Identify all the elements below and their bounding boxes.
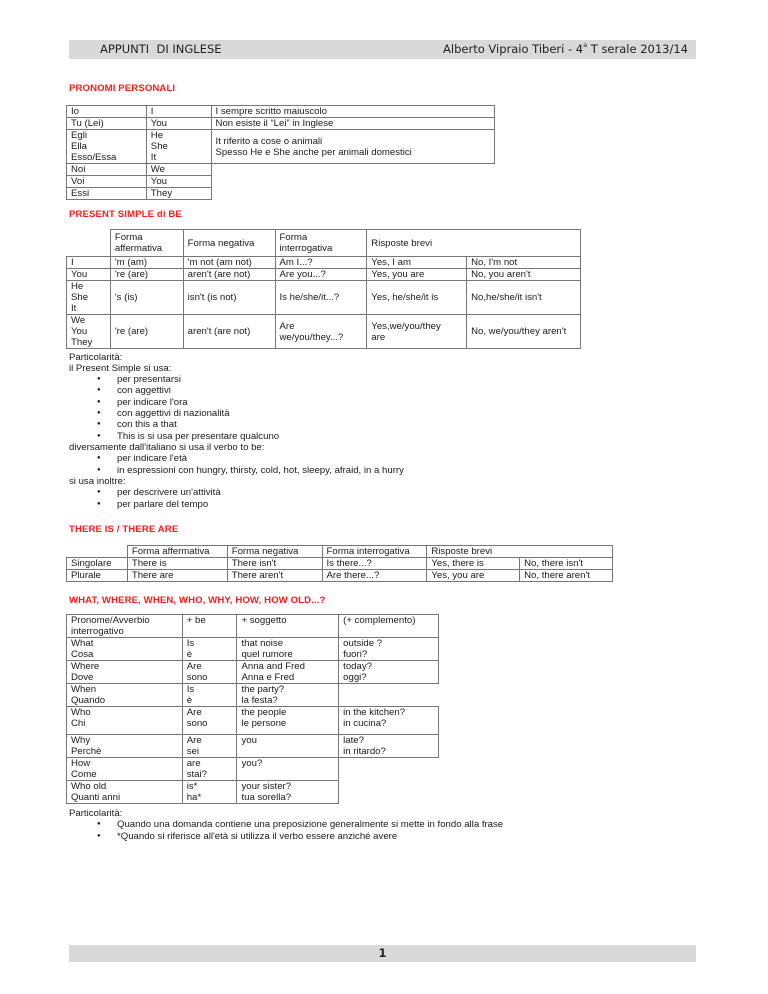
- cell: Is he/she/it...?: [275, 281, 367, 315]
- cell: Tu (Lei): [67, 118, 147, 130]
- page-number: 1: [378, 946, 387, 960]
- cell: There isn't: [227, 558, 322, 570]
- header-cell: [520, 546, 613, 558]
- bullet-icon: ●: [97, 833, 101, 839]
- header-cell: Pronome/Avverbio interrogativo: [67, 615, 183, 638]
- table-row: [67, 558, 613, 570]
- cell: your sister? tua sorella?: [237, 781, 339, 804]
- bullet-icon: ●: [97, 421, 101, 427]
- cell: There aren't: [227, 570, 322, 582]
- cell: you: [237, 735, 339, 758]
- list-item: per indicare l'età: [117, 453, 188, 464]
- cell: aren't (are not): [183, 269, 275, 281]
- empty-cell: [339, 684, 439, 707]
- cell: Essi: [67, 188, 147, 200]
- cell: Noi: [67, 164, 147, 176]
- empty-cell: [339, 781, 439, 804]
- table-row: [67, 130, 495, 164]
- notes-title: Particolarità:: [69, 352, 123, 363]
- notes-intro-3: si usa inoltre:: [69, 476, 126, 487]
- cell: We You They: [67, 315, 111, 349]
- header-cell: [67, 546, 128, 558]
- bullet-icon: ●: [97, 387, 101, 393]
- bullet-icon: ●: [97, 399, 101, 405]
- table-row: [67, 684, 439, 707]
- cell: Who Chi: [67, 707, 183, 735]
- cell: Is è: [182, 638, 237, 661]
- there-is-table: [66, 545, 613, 582]
- table-row: [67, 758, 439, 781]
- cell: outside ? fuori?: [339, 638, 439, 661]
- cell: No, I'm not: [467, 257, 581, 269]
- cell: are stai?: [182, 758, 237, 781]
- table-header-row: [67, 546, 613, 558]
- bullet-icon: ●: [97, 376, 101, 382]
- bullet-icon: ●: [97, 455, 101, 461]
- header-class: T serale 2013/14: [587, 42, 688, 56]
- cell: Plurale: [67, 570, 128, 582]
- cell: late? in ritardo?: [339, 735, 439, 758]
- cell: It riferito a cose o animali Spesso He e She anche per animali domestici: [211, 130, 494, 164]
- header-cell: Risposte brevi: [367, 230, 467, 257]
- cell: I: [146, 106, 211, 118]
- cell: Yes, you are: [427, 570, 520, 582]
- table-header-row: [67, 615, 439, 638]
- list-item: con this a that: [117, 419, 177, 430]
- header-cell: + be: [182, 615, 237, 638]
- cell: 'm (am): [110, 257, 183, 269]
- bullet-icon: ●: [97, 410, 101, 416]
- header-cell: Forma affermativa: [127, 546, 227, 558]
- bullet-icon: ●: [97, 821, 101, 827]
- cell: Yes, there is: [427, 558, 520, 570]
- table-header-row: [67, 230, 581, 257]
- cell: Are you...?: [275, 269, 367, 281]
- cell: Non esiste il “Lei” in Inglese: [211, 118, 494, 130]
- header-cell: Forma affermativa: [110, 230, 183, 257]
- cell: you?: [237, 758, 339, 781]
- notes-intro: il Present Simple si usa:: [69, 363, 172, 374]
- table-row: [67, 106, 495, 118]
- cell: today? oggi?: [339, 661, 439, 684]
- table-row: [67, 315, 581, 349]
- cell: Is è: [182, 684, 237, 707]
- header-cell: Forma negativa: [227, 546, 322, 558]
- cell: What Cosa: [67, 638, 183, 661]
- table-row: [67, 781, 439, 804]
- cell: I: [67, 257, 111, 269]
- header-cell: Risposte brevi: [427, 546, 520, 558]
- bullet-icon: ●: [97, 467, 101, 473]
- cell: You: [67, 269, 111, 281]
- header-cell: (+ complemento): [339, 615, 439, 638]
- table-row: [67, 176, 495, 188]
- cell: Yes, he/she/it is: [367, 281, 467, 315]
- cell: the party? la festa?: [237, 684, 339, 707]
- cell: 're (are): [110, 269, 183, 281]
- cell: Why Perchè: [67, 735, 183, 758]
- cell: When Quando: [67, 684, 183, 707]
- cell: Yes, I am: [367, 257, 467, 269]
- list-item: con aggettivi di nazionalità: [117, 408, 230, 419]
- cell: Singolare: [67, 558, 128, 570]
- cell: There are: [127, 570, 227, 582]
- list-item: in espressioni con hungry, thirsty, cold, hot, sleepy, afraid, in a hurry: [117, 465, 404, 476]
- header-ordinal: a: [583, 41, 588, 49]
- table-row: [67, 707, 439, 735]
- page-footer: [69, 945, 696, 962]
- cell: 'm not (am not): [183, 257, 275, 269]
- list-item: per presentarsi: [117, 374, 181, 385]
- notes-intro-2: diversamente dall'italiano si usa il verbo to be:: [69, 442, 265, 453]
- cell: Yes, you are: [367, 269, 467, 281]
- cell: No, there aren't: [520, 570, 613, 582]
- table-row: [67, 570, 613, 582]
- cell: You: [146, 118, 211, 130]
- cell: aren't (are not): [183, 315, 275, 349]
- table-row: [67, 661, 439, 684]
- header-cell: [467, 230, 581, 257]
- table-row: [67, 164, 495, 176]
- cell: Am I...?: [275, 257, 367, 269]
- cell: He She It: [67, 281, 111, 315]
- cell: Where Dove: [67, 661, 183, 684]
- cell: No, you aren't: [467, 269, 581, 281]
- cell: We: [146, 164, 211, 176]
- bullet-icon: ●: [97, 433, 101, 439]
- cell: that noise quel rumore: [237, 638, 339, 661]
- header-cell: Forma interrogativa: [275, 230, 367, 257]
- cell: He She It: [146, 130, 211, 164]
- header-cell: [67, 230, 111, 257]
- cell: They: [146, 188, 211, 200]
- cell: in the kitchen? in cucina?: [339, 707, 439, 735]
- cell: Voi: [67, 176, 147, 188]
- header-title: APPUNTI DI INGLESE: [100, 42, 222, 56]
- list-item: Quando una domanda contiene una preposizione generalmente si mette in fondo alla frase: [117, 819, 504, 830]
- questions-table: [66, 614, 439, 804]
- header-cell: Forma interrogativa: [322, 546, 427, 558]
- present-simple-table: [66, 229, 581, 349]
- cell: is* ha*: [182, 781, 237, 804]
- cell: There is: [127, 558, 227, 570]
- section-title-pronomi: PRONOMI PERSONALI: [69, 83, 176, 94]
- table-row: [67, 638, 439, 661]
- cell: No, there isn't: [520, 558, 613, 570]
- list-item: per indicare l'ora: [117, 397, 188, 408]
- header-cell: Forma negativa: [183, 230, 275, 257]
- table-row: [67, 257, 581, 269]
- cell: Are sono: [182, 661, 237, 684]
- table-row: [67, 269, 581, 281]
- bullet-icon: ●: [97, 501, 101, 507]
- cell: Yes,we/you/they are: [367, 315, 467, 349]
- empty-cell: [211, 176, 494, 188]
- table-row: [67, 735, 439, 758]
- cell: the people le persone: [237, 707, 339, 735]
- cell: You: [146, 176, 211, 188]
- list-item: per parlare del tempo: [117, 499, 209, 510]
- table-row: [67, 188, 495, 200]
- empty-cell: [211, 164, 494, 176]
- cell: No, we/you/they aren't: [467, 315, 581, 349]
- list-item: con aggettivi: [117, 385, 171, 396]
- list-item: per descrivere un'attività: [117, 487, 221, 498]
- cell: Io: [67, 106, 147, 118]
- cell: Are there...?: [322, 570, 427, 582]
- header-author: [443, 42, 688, 56]
- header-author-name: Alberto Vipraio Tiberi - 4: [443, 42, 584, 56]
- section-title-there-is: THERE IS / THERE ARE: [69, 524, 179, 535]
- table-row: [67, 281, 581, 315]
- section-title-questions: WHAT, WHERE, WHEN, WHO, WHY, HOW, HOW OLD...?: [69, 595, 326, 606]
- questions-notes-title: Particolarità:: [69, 808, 123, 819]
- cell: Egli Ella Esso/Essa: [67, 130, 147, 164]
- list-item: *Quando si riferisce all'età si utilizza il verbo essere anziché avere: [117, 831, 398, 842]
- list-item: This is si usa per presentare qualcuno: [117, 431, 280, 442]
- cell: 're (are): [110, 315, 183, 349]
- bullet-icon: ●: [97, 489, 101, 495]
- header-cell: + soggetto: [237, 615, 339, 638]
- table-row: [67, 118, 495, 130]
- cell: Is there...?: [322, 558, 427, 570]
- cell: How Come: [67, 758, 183, 781]
- page-header: [69, 40, 696, 59]
- cell: isn't (is not): [183, 281, 275, 315]
- cell: Who old Quanti anni: [67, 781, 183, 804]
- cell: Anna and Fred Anna e Fred: [237, 661, 339, 684]
- cell: I sempre scritto maiuscolo: [211, 106, 494, 118]
- cell: Are sei: [182, 735, 237, 758]
- empty-cell: [211, 188, 494, 200]
- pronouns-table: [66, 105, 495, 200]
- cell: Are we/you/they...?: [275, 315, 367, 349]
- cell: Are sono: [182, 707, 237, 735]
- section-title-present-simple: PRESENT SIMPLE di BE: [69, 209, 182, 220]
- cell: 's (is): [110, 281, 183, 315]
- empty-cell: [339, 758, 439, 781]
- cell: No,he/she/it isn't: [467, 281, 581, 315]
